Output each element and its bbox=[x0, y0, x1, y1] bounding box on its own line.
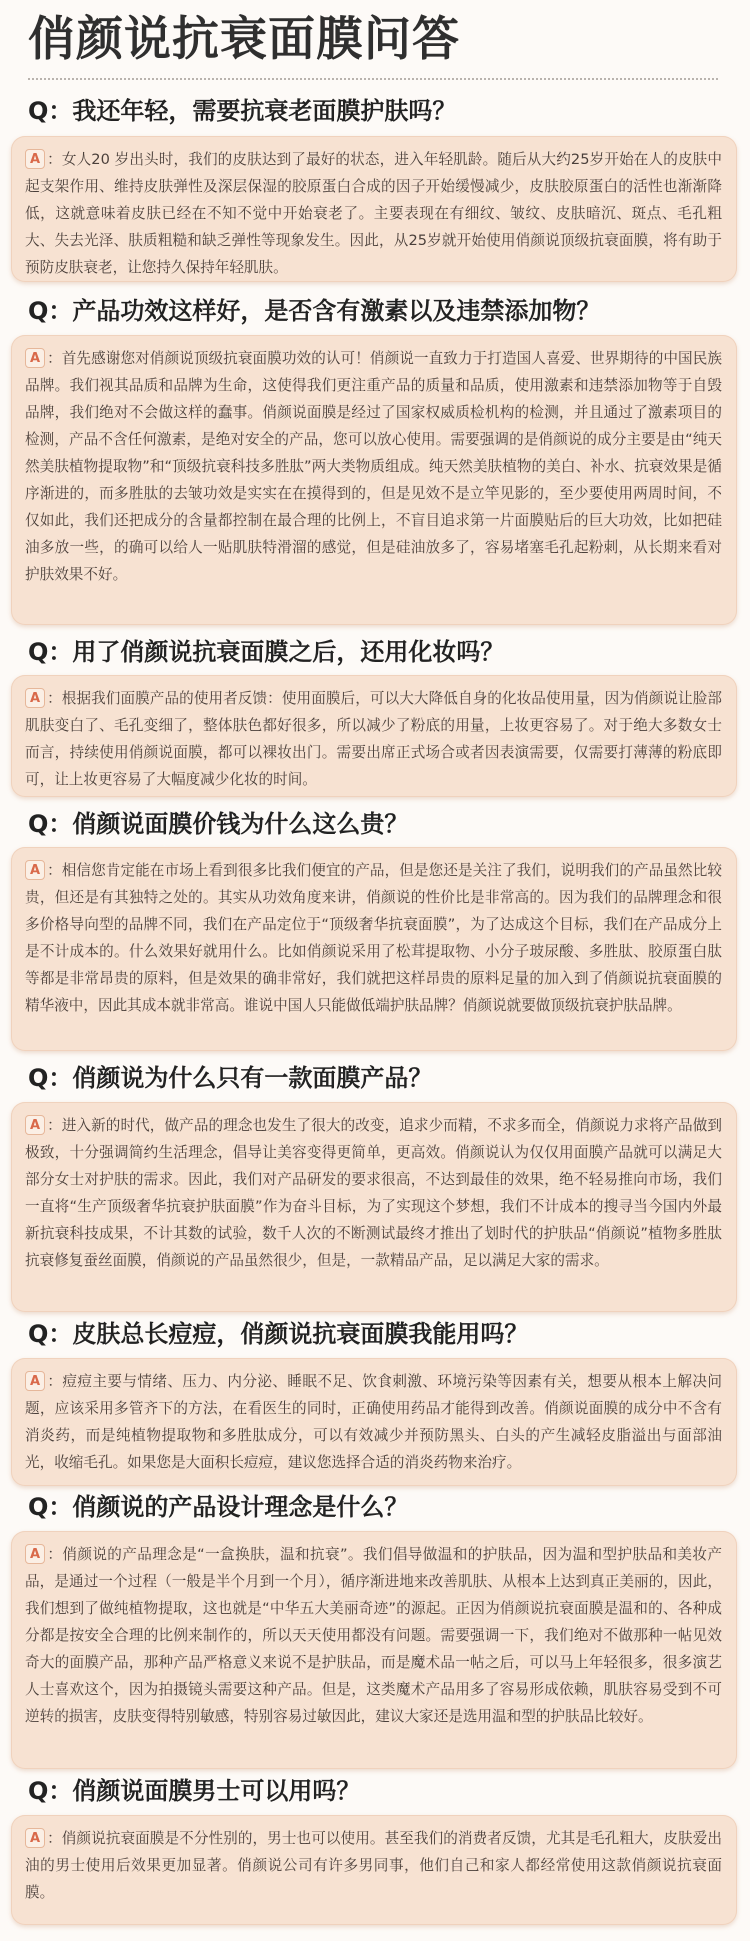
answer-badge: A bbox=[25, 1544, 45, 1564]
answer-box-6 bbox=[11, 1358, 737, 1486]
answer-box-2 bbox=[11, 335, 737, 625]
answer-box-1 bbox=[11, 136, 737, 282]
question-4: Q：俏颜说面膜价钱为什么这么贵？ bbox=[28, 810, 409, 838]
question-2: Q：产品功效这样好，是否含有激素以及违禁添加物？ bbox=[28, 297, 601, 325]
answer-5: A ：进入新的时代，做产品的理念也发生了很大的改变，追求少而精，不求多而全，俏颜说力求将产品做到极致，十分强调简约生活理念，倡导让美容变得更简单，更高效。俏颜说认为仅仅用面膜产品就可以满足大部分女士对护肤的需求。因此，我们对产品研发的要求很高，不达到最佳的效果，绝不轻易推向市场，我们一直将“生产顶级奢华抗衰护肤面膜”作为奋斗目标，为了实现这个梦想，我们不计成本的搜寻当今国内外最新抗衰科技成果，不计其数的试验，数千人次的不断测试最终才推出了划时代的护肤品“俏颜说”植物多胜肽抗衰修复蚕丝面膜，俏颜说的产品虽然很少，但是，一款精品产品，足以满足大家的需求。 bbox=[25, 1117, 722, 1269]
question-8: Q：俏颜说面膜男士可以用吗？ bbox=[28, 1777, 361, 1805]
title-divider bbox=[28, 78, 718, 80]
question-3: Q：用了俏颜说抗衰面膜之后，还用化妆吗？ bbox=[28, 638, 505, 666]
answer-6: A ：痘痘主要与情绪、压力、内分泌、睡眠不足、饮食刺激、环境污染等因素有关，想要从根本上解决问题，应该采用多管齐下的方法，在看医生的同时，正确使用药品才能得到改善。俏颜说面膜的成分中不含有消炎药，而是纯植物提取物和多胜肽成分，可以有效减少并预防黑头、白头的产生减轻皮脂溢出与面部油光，收缩毛孔。如果您是大面积长痘痘，建议您选择合适的消炎药物来治疗。 bbox=[25, 1373, 722, 1471]
answer-2: A ：首先感谢您对俏颜说顶级抗衰面膜功效的认可！俏颜说一直致力于打造国人喜爱、世界期待的中国民族品牌。我们视其品质和品牌为生命，这使得我们更注重产品的质量和品质，使用激素和违禁添加物等于自毁品牌，我们绝对不会做这样的蠢事。俏颜说面膜是经过了国家权威质检机构的检测，并且通过了激素项目的检测，产品不含任何激素，是绝对安全的产品，您可以放心使用。需要强调的是俏颜说的成分主要是由“纯天然美肤植物提取物”和“顶级抗衰科技多胜肽”两大类物质组成。纯天然美肤植物的美白、补水、抗衰效果是循序渐进的，而多胜肽的去皱功效是实实在在摸得到的，但是见效不是立竿见影的，至少要使用两周时间，不仅如此，我们还把成分的含量都控制在最合理的比例上，不盲目追求第一片面膜贴后的巨大功效，比如把硅油多放一些，的确可以给人一贴肌肤特滑溜的感觉，但是硅油放多了，容易堵塞毛孔起粉刺，从长期来看对护肤效果不好。 bbox=[25, 350, 722, 583]
answer-badge: A bbox=[25, 348, 45, 368]
question-5: Q：俏颜说为什么只有一款面膜产品？ bbox=[28, 1064, 433, 1092]
page-title: 俏颜说抗衰面膜问答 bbox=[28, 12, 460, 67]
answer-1: A ：女人20 岁出头时，我们的皮肤达到了最好的状态，进入年轻肌龄。随后从大约25岁开始在人的皮肤中起支架作用、维持皮肤弹性及深层保湿的胶原蛋白合成的因子开始缓慢减少，皮肤胶原蛋白的活性也渐渐降低，这就意味着皮肤已经在不知不觉中开始衰老了。主要表现在有细纹、皱纹、皮肤暗沉、斑点、毛孔粗大、失去光泽、肤质粗糙和缺乏弹性等现象发生。因此，从25岁就开始使用俏颜说顶级抗衰面膜，将有助于预防皮肤衰老，让您持久保持年轻肌肤。 bbox=[25, 151, 722, 276]
answer-8: A ：俏颜说抗衰面膜是不分性别的，男士也可以使用。甚至我们的消费者反馈，尤其是毛孔粗大，皮肤爱出油的男士使用后效果更加显著。俏颜说公司有许多男同事，他们自己和家人都经常使用这款俏颜说抗衰面膜。 bbox=[25, 1830, 722, 1901]
answer-3: A ：根据我们面膜产品的使用者反馈：使用面膜后，可以大大降低自身的化妆品使用量，因为俏颜说让脸部肌肤变白了、毛孔变细了，整体肤色都好很多，所以减少了粉底的用量，上妆更容易了。对于绝大多数女士而言，持续使用俏颜说面膜，都可以裸妆出门。需要出席正式场合或者因表演需要，仅需要打薄薄的粉底即可，让上妆更容易了大幅度减少化妆的时间。 bbox=[25, 690, 722, 788]
question-7: Q：俏颜说的产品设计理念是什么？ bbox=[28, 1493, 409, 1521]
answer-box-8 bbox=[11, 1815, 737, 1925]
question-1: Q：我还年轻，需要抗衰老面膜护肤吗？ bbox=[28, 97, 457, 125]
answer-7: A ：俏颜说的产品理念是“一盒换肤，温和抗衰”。我们倡导做温和的护肤品，因为温和型护肤品和美妆产品，是通过一个过程（一般是半个月到一个月），循序渐进地来改善肌肤、从根本上达到真正美丽的，因此，我们想到了做纯植物提取，这也就是“中华五大美丽奇迹”的源起。正因为俏颜说抗衰面膜是温和的、各种成分都是按安全合理的比例来制作的，所以天天使用都没有问题。需要强调一下，我们绝对不做那种一帖见效奇大的面膜产品，那种产品严格意义来说不是护肤品，而是魔术品一帖之后，可以马上年轻很多，很多演艺人士喜欢这个，因为拍摄镜头需要这种产品。但是，这类魔术产品用多了容易形成依赖，肌肤容易受到不可逆转的损害，皮肤变得特别敏感，特别容易过敏因此，建议大家还是选用温和型的护肤品比较好。 bbox=[25, 1546, 722, 1725]
answer-badge: A bbox=[25, 688, 45, 708]
answer-4: A ：相信您肯定能在市场上看到很多比我们便宜的产品，但是您还是关注了我们，说明我们的产品虽然比较贵，但还是有其独特之处的。其实从功效角度来讲，俏颜说的性价比是非常高的。因为我们的品牌理念和很多价格导向型的品牌不同，我们在产品定位于“顶级奢华抗衰面膜”，为了达成这个目标，我们在产品成分上是不计成本的。什么效果好就用什么。比如俏颜说采用了松茸提取物、小分子玻尿酸、多胜肽、胶原蛋白肽等都是非常昂贵的原料，但是效果的确非常好，我们就把这样昂贵的原料足量的加入到了俏颜说抗衰面膜的精华液中，因此其成本就非常高。谁说中国人只能做低端护肤品牌？俏颜说就要做顶级抗衰护肤品牌。 bbox=[25, 862, 722, 1014]
answer-box-3 bbox=[11, 675, 737, 797]
answer-box-5 bbox=[11, 1102, 737, 1312]
answer-badge: A bbox=[25, 860, 45, 880]
answer-badge: A bbox=[25, 149, 45, 169]
answer-badge: A bbox=[25, 1115, 45, 1135]
answer-box-4 bbox=[11, 847, 737, 1051]
answer-badge: A bbox=[25, 1371, 45, 1391]
answer-badge: A bbox=[25, 1828, 45, 1848]
question-6: Q：皮肤总长痘痘，俏颜说抗衰面膜我能用吗？ bbox=[28, 1320, 529, 1348]
answer-box-7 bbox=[11, 1531, 737, 1769]
